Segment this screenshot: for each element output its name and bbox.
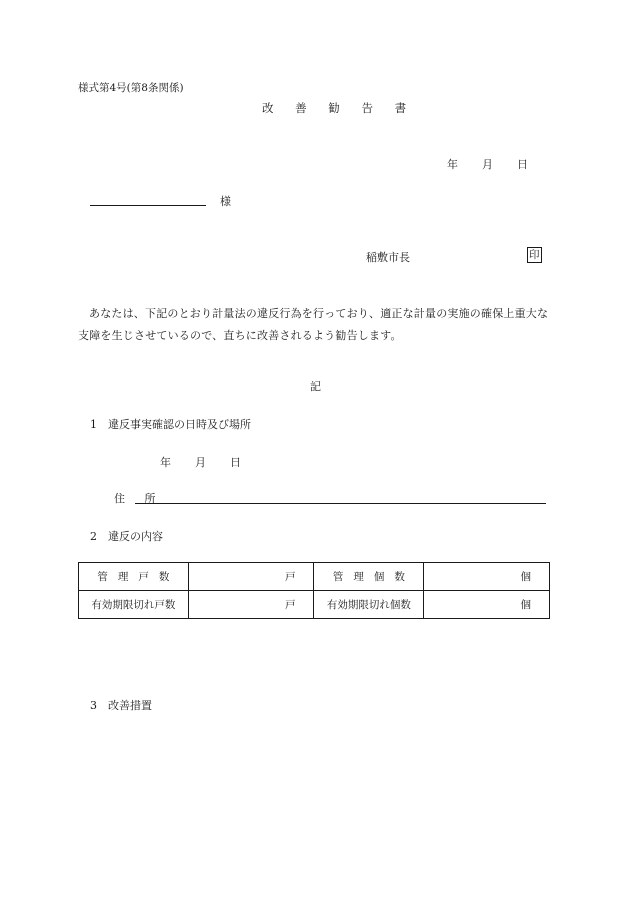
table-row	[79, 591, 550, 619]
issue-date	[447, 156, 528, 172]
document-title: 改 善 勧 告 書	[262, 101, 416, 115]
issue-date-month: 月	[482, 158, 493, 171]
addressee-line	[90, 205, 206, 206]
table-label-cell: 管理個数	[314, 563, 424, 591]
table-value-cell: 戸	[188, 563, 314, 591]
seal-mark: 印	[529, 249, 540, 261]
form-number: 様式第4号(第8条関係)	[78, 82, 184, 94]
issue-date-year: 年	[447, 158, 458, 171]
table-value-cell: 個	[424, 563, 550, 591]
section2-heading: 2 違反の内容	[90, 530, 163, 543]
table-value-cell: 個	[424, 591, 550, 619]
violation-table	[78, 562, 550, 619]
section1-date-year: 年	[160, 456, 171, 469]
section1-heading: 1 違反事実確認の日時及び場所	[90, 418, 251, 431]
table-label-cell: 有効期限切れ戸数	[79, 591, 189, 619]
table-label-cell: 有効期限切れ個数	[314, 591, 424, 619]
table-value-cell: 戸	[188, 591, 314, 619]
address-label: 住 所	[114, 492, 164, 505]
ki-heading: 記	[310, 380, 321, 393]
section1-date	[160, 454, 241, 470]
table-label-cell: 管理戸数	[79, 563, 189, 591]
table-row	[79, 563, 550, 591]
addressee-suffix: 様	[220, 195, 231, 208]
issuer-name: 稲敷市長	[366, 251, 410, 264]
issue-date-day: 日	[517, 158, 528, 171]
address-line	[135, 503, 546, 504]
section1-date-day: 日	[230, 456, 241, 469]
section3-heading: 3 改善措置	[90, 699, 152, 712]
body-text: あなたは、下記のとおり計量法の違反行為を行っており、適正な計量の実施の確保上重大な支障を生じさせているので、直ちに改善されるよう勧告します。	[78, 307, 549, 342]
section1-date-month: 月	[195, 456, 206, 469]
